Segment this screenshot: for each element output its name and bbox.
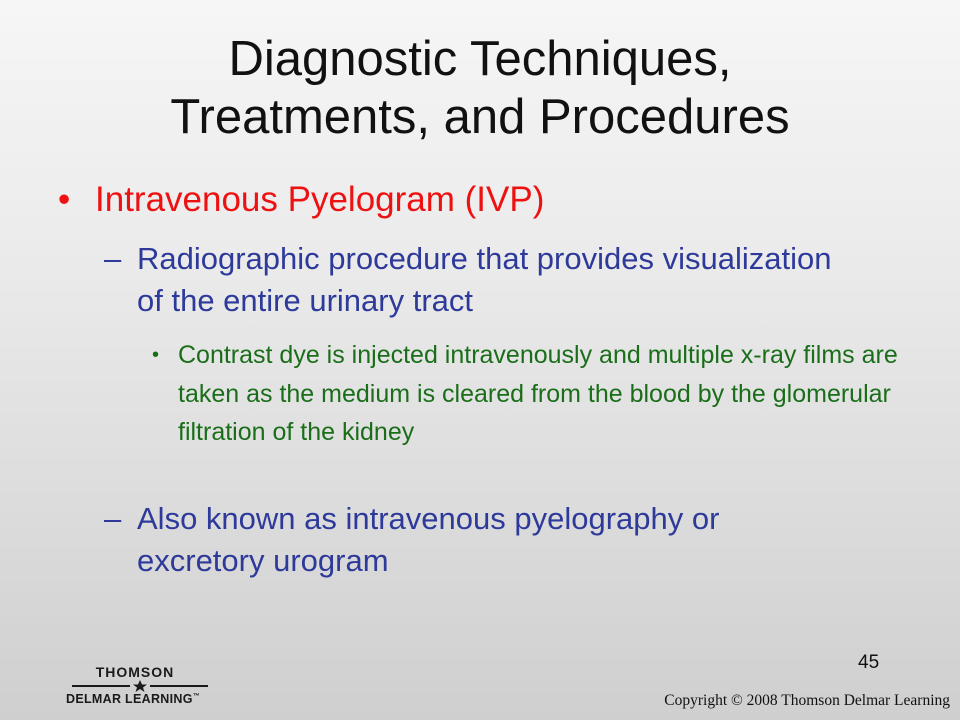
sub-sub-bullet-text: Contrast dye is injected intravenously and multiple x-ray films are taken as the medium is cleared from the blood by the glomerular filtration of the kidney [178,341,898,446]
logo-trademark: ™ [192,692,201,700]
logo-line-1: THOMSON [95,664,175,680]
bullet-text: Intravenous Pyelogram (IVP) [95,180,545,219]
title-line-2: Treatments, and Procedures [170,90,790,144]
slide-number: 45 [858,652,880,673]
logo-line-2 [66,692,200,706]
bullet-marker: • [58,180,71,219]
logo-line-2-text: DELMAR LEARNING [66,692,193,706]
copyright-notice: Copyright © 2008 Thomson Delmar Learning [664,692,950,709]
sub-bullet-dash: – [104,501,122,536]
sub-bullet-text: Radiographic procedure that provides visualization of the entire urinary tract [137,241,832,318]
logo-star-icon [70,680,210,692]
sub-bullet-dash: – [104,241,122,276]
sub-bullet-text: Also known as intravenous pyelography or excretory urogram [137,501,720,578]
sub-sub-bullet-marker: • [152,344,160,366]
thomson-delmar-logo [62,660,222,708]
title-line-1: Diagnostic Techniques, [228,32,732,86]
slide-title [40,30,920,146]
